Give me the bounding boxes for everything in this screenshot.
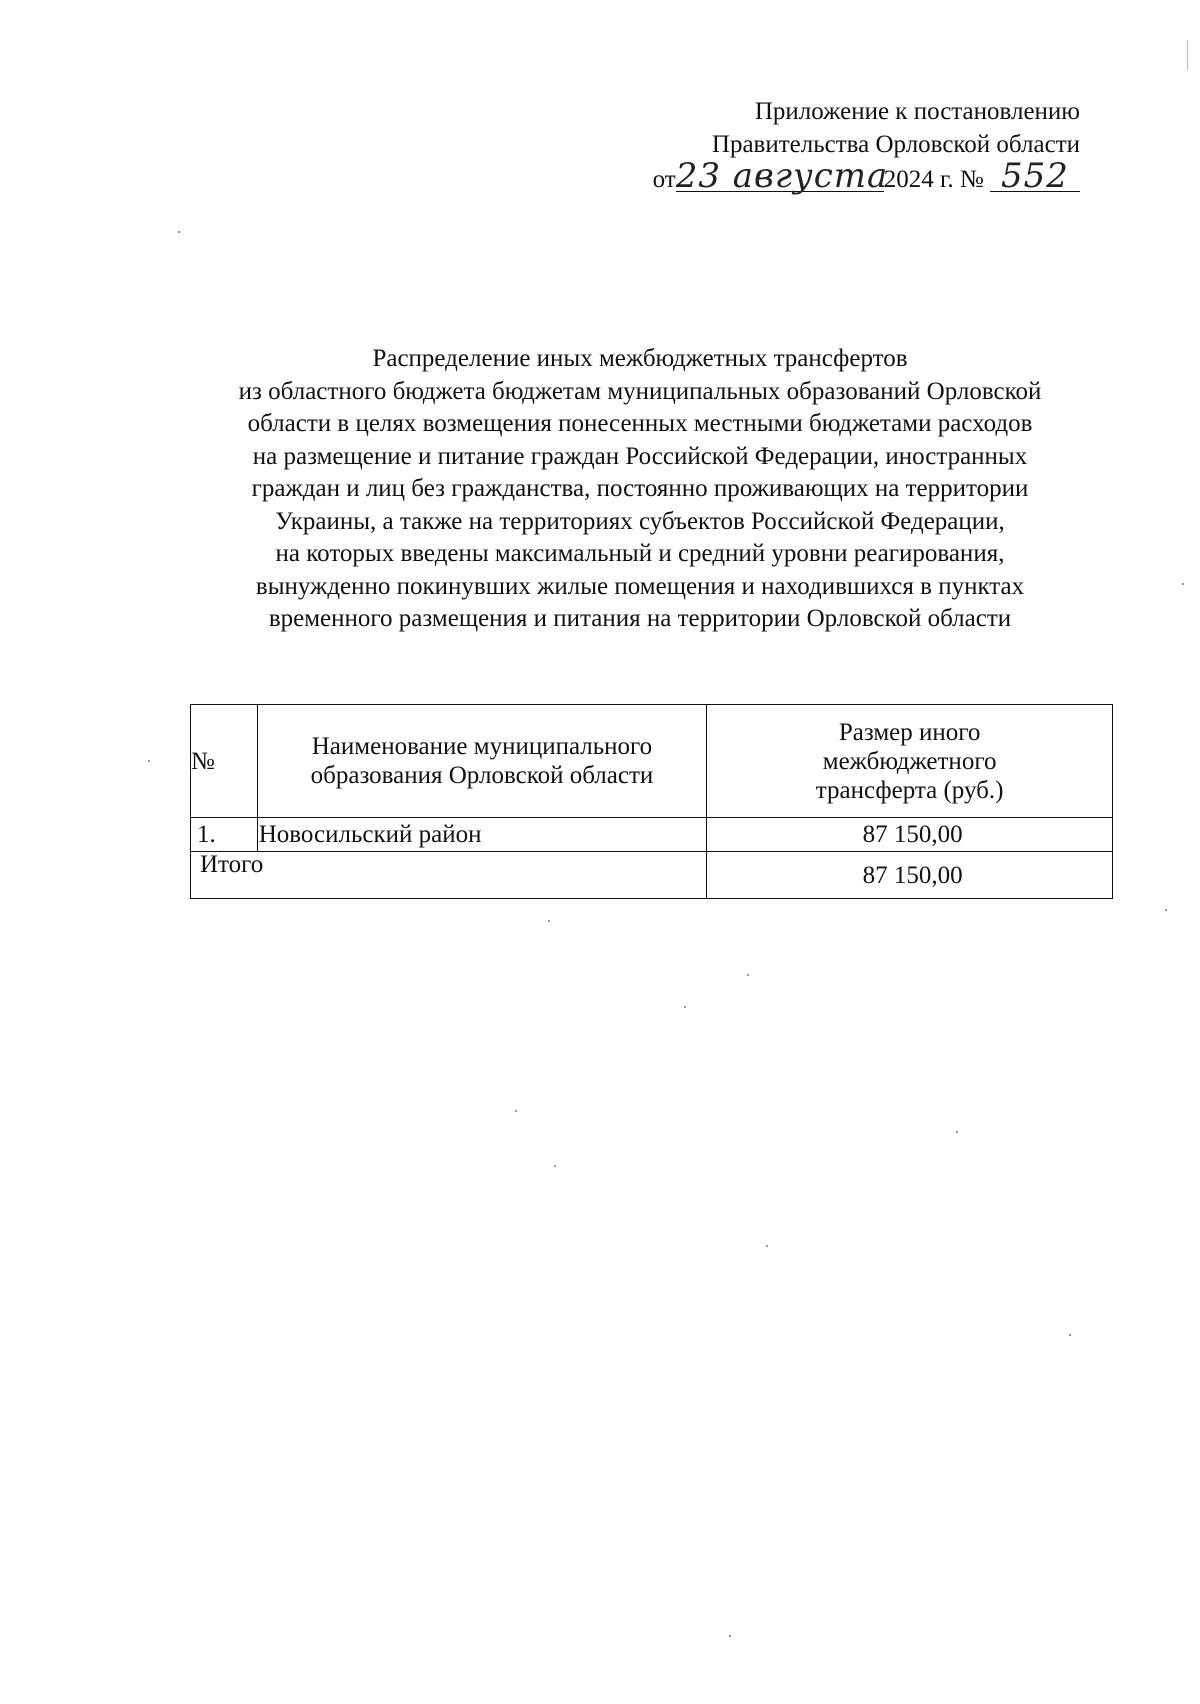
header-amount-line: Размер иного: [838, 718, 981, 746]
scan-speck: [729, 1635, 731, 1637]
scan-speck: [956, 1131, 958, 1133]
title-line: граждан и лиц без гражданства, постоянно проживающих на территории: [251, 475, 1029, 502]
table-header-row: [191, 705, 1113, 818]
scan-speck: [178, 231, 180, 233]
handwritten-number: 552: [990, 161, 1080, 192]
title-line: временного размещения и питания на территории Орловской области: [268, 605, 1012, 632]
header-number: №: [191, 705, 258, 818]
scan-speck: [684, 1006, 686, 1008]
row-municipality: Новосильский район: [257, 818, 707, 852]
header-municipality-line: Наименование муниципального: [311, 733, 653, 760]
header-municipality-line: образования Орловской области: [310, 762, 654, 789]
header-amount: [707, 705, 1113, 818]
handwritten-date: 23 августа: [675, 156, 889, 196]
table-total-row: [191, 852, 1113, 899]
header-amount-line: трансферта (руб.): [815, 776, 1004, 804]
scan-speck: [1165, 909, 1167, 911]
ref-prefix: от: [652, 166, 676, 193]
title-line: на размещение и питание граждан Российской Федерации, иностранных: [252, 442, 1028, 470]
table-row: [191, 818, 1113, 852]
scan-edge-mark: [1187, 40, 1188, 70]
title-line: на которых введены максимальный и средний уровни реагирования,: [275, 540, 1005, 567]
total-amount: 87 150,00: [707, 852, 1113, 899]
scan-speck: [148, 760, 150, 762]
title-line: области в целях возмещения понесенных местными бюджетами расходов: [247, 410, 1033, 437]
title-line: Украины, а также на территориях субъектов Российской Федерации,: [275, 507, 1005, 535]
title-line: Распределение иных межбюджетных трансфертов: [372, 345, 908, 372]
resolution-reference: [620, 156, 1080, 196]
header-amount-line: межбюджетного: [822, 747, 997, 775]
header-municipality: [257, 705, 707, 818]
total-label: Итого: [191, 852, 707, 899]
scan-speck: [1182, 583, 1184, 585]
transfers-table: [190, 704, 1113, 899]
appendix-line-1: Приложение к постановлению: [754, 98, 1080, 125]
ref-year: 2024 г. №: [883, 166, 984, 193]
title-line: вынужденно покинувших жилые помещения и находившихся в пунктах: [255, 572, 1025, 600]
scan-speck: [548, 920, 550, 922]
appendix-line-2: Правительства Орловской области: [711, 131, 1080, 158]
row-amount: 87 150,00: [707, 818, 1113, 852]
appendix-header: [620, 95, 1080, 196]
scan-speck: [554, 1165, 556, 1167]
scan-speck: [766, 1245, 768, 1247]
document-title: [170, 343, 1110, 636]
scan-speck: [515, 1110, 517, 1112]
title-line: из областного бюджета бюджетам муниципальных образований Орловской: [238, 377, 1042, 405]
row-number: 1.: [191, 818, 258, 852]
scan-speck: [1069, 1334, 1071, 1336]
scan-speck: [747, 974, 749, 976]
